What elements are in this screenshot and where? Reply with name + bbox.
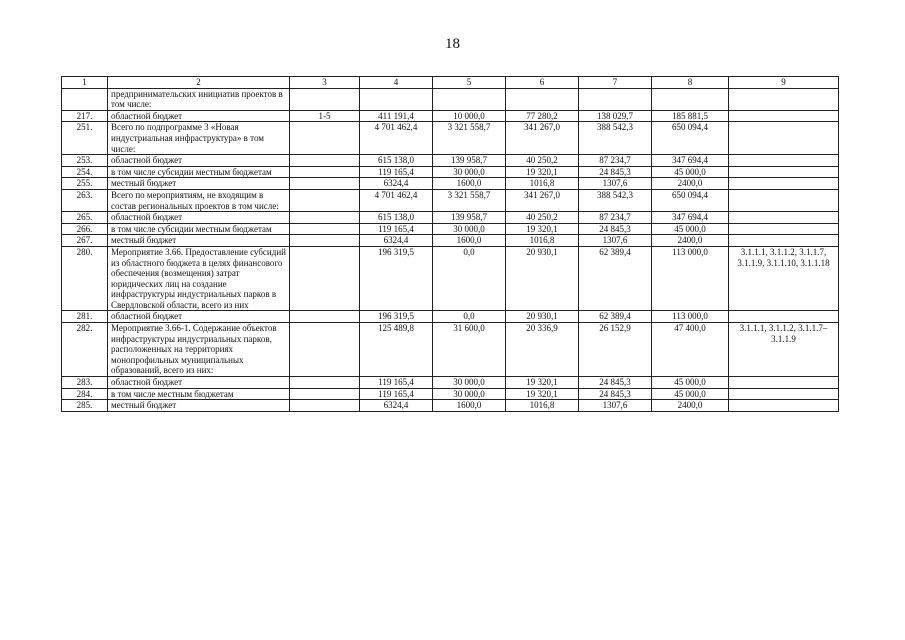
col3-cell xyxy=(290,400,360,412)
col6-cell: 1016,8 xyxy=(506,178,579,190)
row-number-cell: 285. xyxy=(62,400,108,412)
col3-cell xyxy=(290,377,360,389)
col5-cell: 30 000,0 xyxy=(433,166,506,178)
row-name-cell: областной бюджет xyxy=(108,311,290,323)
row-number-cell: 284. xyxy=(62,388,108,400)
col5-cell: 1600,0 xyxy=(433,235,506,247)
col3-cell xyxy=(290,178,360,190)
col8-cell: 113 000,0 xyxy=(652,311,729,323)
header-cell: 3 xyxy=(290,77,360,89)
table-row xyxy=(62,377,839,389)
col7-cell: 62 389,4 xyxy=(579,311,652,323)
col8-cell: 2400,0 xyxy=(652,235,729,247)
col6-cell: 1016,8 xyxy=(506,400,579,412)
col6-cell: 40 250,2 xyxy=(506,212,579,224)
col4-cell: 125 489,8 xyxy=(360,323,433,377)
col9-cell xyxy=(729,212,839,224)
row-number-cell xyxy=(62,88,108,110)
budget-table xyxy=(61,76,839,412)
col6-cell: 77 280,2 xyxy=(506,110,579,122)
col9-cell xyxy=(729,88,839,110)
col4-cell: 4 701 462,4 xyxy=(360,122,433,155)
row-number-cell: 283. xyxy=(62,377,108,389)
col8-cell: 185 881,5 xyxy=(652,110,729,122)
row-name-cell: в том числе субсидии местным бюджетам xyxy=(108,223,290,235)
header-cell: 6 xyxy=(506,77,579,89)
row-name-cell: областной бюджет xyxy=(108,377,290,389)
row-name-cell: областной бюджет xyxy=(108,212,290,224)
table-row xyxy=(62,212,839,224)
col3-cell xyxy=(290,311,360,323)
col8-cell: 347 694,4 xyxy=(652,155,729,167)
table-header-row xyxy=(62,77,839,89)
row-number-cell: 280. xyxy=(62,246,108,311)
col9-cell: 3.1.1.1, 3.1.1.2, 3.1.1.7–3.1.1.9 xyxy=(729,323,839,377)
col5-cell: 30 000,0 xyxy=(433,388,506,400)
row-number-cell: 282. xyxy=(62,323,108,377)
col9-cell xyxy=(729,155,839,167)
table-row xyxy=(62,178,839,190)
table-body xyxy=(62,77,839,412)
col8-cell: 45 000,0 xyxy=(652,377,729,389)
col8-cell xyxy=(652,88,729,110)
col3-cell xyxy=(290,166,360,178)
col6-cell: 19 320,1 xyxy=(506,166,579,178)
col9-cell xyxy=(729,122,839,155)
row-name-cell: в том числе местным бюджетам xyxy=(108,388,290,400)
col4-cell: 119 165,4 xyxy=(360,388,433,400)
row-name-cell: Мероприятие 3.66. Предоставление субсидий из областного бюджета в целях финансового обеспечения (возмещения) затрат юридических лиц на создание инфраструктуры индустриальных парков в Свердловской области, всего из них xyxy=(108,246,290,311)
col6-cell: 40 250,2 xyxy=(506,155,579,167)
col6-cell: 19 320,1 xyxy=(506,223,579,235)
row-name-cell: местный бюджет xyxy=(108,178,290,190)
col3-cell xyxy=(290,212,360,224)
row-number-cell: 265. xyxy=(62,212,108,224)
col7-cell: 388 542,3 xyxy=(579,122,652,155)
col3-cell xyxy=(290,223,360,235)
table-row xyxy=(62,155,839,167)
col8-cell: 45 000,0 xyxy=(652,223,729,235)
row-number-cell: 281. xyxy=(62,311,108,323)
col3-cell xyxy=(290,323,360,377)
col4-cell: 196 319,5 xyxy=(360,246,433,311)
row-number-cell: 266. xyxy=(62,223,108,235)
col9-cell xyxy=(729,189,839,211)
col3-cell xyxy=(290,246,360,311)
col3-cell xyxy=(290,88,360,110)
col8-cell: 650 094,4 xyxy=(652,189,729,211)
col4-cell: 119 165,4 xyxy=(360,223,433,235)
header-cell: 7 xyxy=(579,77,652,89)
col7-cell: 24 845,3 xyxy=(579,377,652,389)
col5-cell: 139 958,7 xyxy=(433,212,506,224)
col6-cell: 20 930,1 xyxy=(506,246,579,311)
table-row xyxy=(62,388,839,400)
col5-cell: 1600,0 xyxy=(433,400,506,412)
table-row xyxy=(62,400,839,412)
row-name-cell: местный бюджет xyxy=(108,400,290,412)
col7-cell: 24 845,3 xyxy=(579,388,652,400)
col7-cell: 138 029,7 xyxy=(579,110,652,122)
col9-cell xyxy=(729,235,839,247)
header-cell: 4 xyxy=(360,77,433,89)
row-number-cell: 255. xyxy=(62,178,108,190)
row-name-cell: предпринимательских инициатив проектов в том числе: xyxy=(108,88,290,110)
col3-cell xyxy=(290,122,360,155)
col8-cell: 45 000,0 xyxy=(652,166,729,178)
col5-cell: 30 000,0 xyxy=(433,223,506,235)
col7-cell: 388 542,3 xyxy=(579,189,652,211)
col5-cell: 1600,0 xyxy=(433,178,506,190)
col4-cell: 196 319,5 xyxy=(360,311,433,323)
col3-cell xyxy=(290,189,360,211)
col3-cell xyxy=(290,388,360,400)
col4-cell: 6324,4 xyxy=(360,400,433,412)
table-row xyxy=(62,323,839,377)
row-number-cell: 251. xyxy=(62,122,108,155)
row-number-cell: 254. xyxy=(62,166,108,178)
col9-cell xyxy=(729,311,839,323)
col6-cell: 19 320,1 xyxy=(506,388,579,400)
col3-cell xyxy=(290,235,360,247)
col4-cell: 615 138,0 xyxy=(360,212,433,224)
col7-cell: 87 234,7 xyxy=(579,212,652,224)
table-row xyxy=(62,122,839,155)
col5-cell: 31 600,0 xyxy=(433,323,506,377)
table-row xyxy=(62,189,839,211)
col9-cell xyxy=(729,110,839,122)
row-name-cell: Мероприятие 3.66-1. Содержание объектов инфраструктуры индустриальных парков, расположенных на территориях монопрофильных муниципальных образований, всего из них: xyxy=(108,323,290,377)
header-cell: 9 xyxy=(729,77,839,89)
col3-cell: 1-5 xyxy=(290,110,360,122)
col8-cell: 45 000,0 xyxy=(652,388,729,400)
col5-cell: 30 000,0 xyxy=(433,377,506,389)
col3-cell xyxy=(290,155,360,167)
col7-cell xyxy=(579,88,652,110)
col4-cell: 615 138,0 xyxy=(360,155,433,167)
col6-cell: 341 267,0 xyxy=(506,122,579,155)
col6-cell: 341 267,0 xyxy=(506,189,579,211)
table-row xyxy=(62,246,839,311)
col8-cell: 113 000,0 xyxy=(652,246,729,311)
row-number-cell: 267. xyxy=(62,235,108,247)
col6-cell: 19 320,1 xyxy=(506,377,579,389)
col4-cell: 411 191,4 xyxy=(360,110,433,122)
col4-cell: 4 701 462,4 xyxy=(360,189,433,211)
header-cell: 1 xyxy=(62,77,108,89)
col8-cell: 2400,0 xyxy=(652,400,729,412)
table-row xyxy=(62,88,839,110)
row-number-cell: 217. xyxy=(62,110,108,122)
col4-cell: 119 165,4 xyxy=(360,166,433,178)
row-name-cell: местный бюджет xyxy=(108,235,290,247)
col9-cell xyxy=(729,400,839,412)
page-number: 18 xyxy=(445,36,460,52)
col9-cell xyxy=(729,166,839,178)
col6-cell: 1016,8 xyxy=(506,235,579,247)
row-name-cell: Всего по мероприятиям, не входящим в состав региональных проектов в том числе: xyxy=(108,189,290,211)
table-row xyxy=(62,311,839,323)
col9-cell: 3.1.1.1, 3.1.1.2, 3.1.1.7, 3.1.1.9, 3.1.1.10, 3.1.1.18 xyxy=(729,246,839,311)
col7-cell: 26 152,9 xyxy=(579,323,652,377)
row-name-cell: Всего по подпрограмме 3 «Новая индустриальная инфраструктура» в том числе: xyxy=(108,122,290,155)
col8-cell: 347 694,4 xyxy=(652,212,729,224)
table-row xyxy=(62,166,839,178)
col7-cell: 1307,6 xyxy=(579,235,652,247)
col7-cell: 24 845,3 xyxy=(579,223,652,235)
col5-cell: 3 321 558,7 xyxy=(433,122,506,155)
col7-cell: 1307,6 xyxy=(579,400,652,412)
col8-cell: 2400,0 xyxy=(652,178,729,190)
col5-cell: 10 000,0 xyxy=(433,110,506,122)
row-number-cell: 253. xyxy=(62,155,108,167)
col9-cell xyxy=(729,178,839,190)
col4-cell: 6324,4 xyxy=(360,178,433,190)
col7-cell: 24 845,3 xyxy=(579,166,652,178)
col8-cell: 47 400,0 xyxy=(652,323,729,377)
col6-cell: 20 336,9 xyxy=(506,323,579,377)
col4-cell: 119 165,4 xyxy=(360,377,433,389)
col4-cell xyxy=(360,88,433,110)
col5-cell: 0,0 xyxy=(433,311,506,323)
header-cell: 2 xyxy=(108,77,290,89)
col7-cell: 62 389,4 xyxy=(579,246,652,311)
col5-cell: 3 321 558,7 xyxy=(433,189,506,211)
col8-cell: 650 094,4 xyxy=(652,122,729,155)
col6-cell xyxy=(506,88,579,110)
col9-cell xyxy=(729,223,839,235)
row-name-cell: областной бюджет xyxy=(108,110,290,122)
col6-cell: 20 930,1 xyxy=(506,311,579,323)
row-number-cell: 263. xyxy=(62,189,108,211)
col5-cell: 139 958,7 xyxy=(433,155,506,167)
row-name-cell: областной бюджет xyxy=(108,155,290,167)
col5-cell xyxy=(433,88,506,110)
col7-cell: 1307,6 xyxy=(579,178,652,190)
table-row xyxy=(62,235,839,247)
row-name-cell: в том числе субсидии местным бюджетам xyxy=(108,166,290,178)
col5-cell: 0,0 xyxy=(433,246,506,311)
header-cell: 5 xyxy=(433,77,506,89)
col9-cell xyxy=(729,388,839,400)
table-row xyxy=(62,223,839,235)
col4-cell: 6324,4 xyxy=(360,235,433,247)
table-row xyxy=(62,110,839,122)
col7-cell: 87 234,7 xyxy=(579,155,652,167)
col9-cell xyxy=(729,377,839,389)
header-cell: 8 xyxy=(652,77,729,89)
